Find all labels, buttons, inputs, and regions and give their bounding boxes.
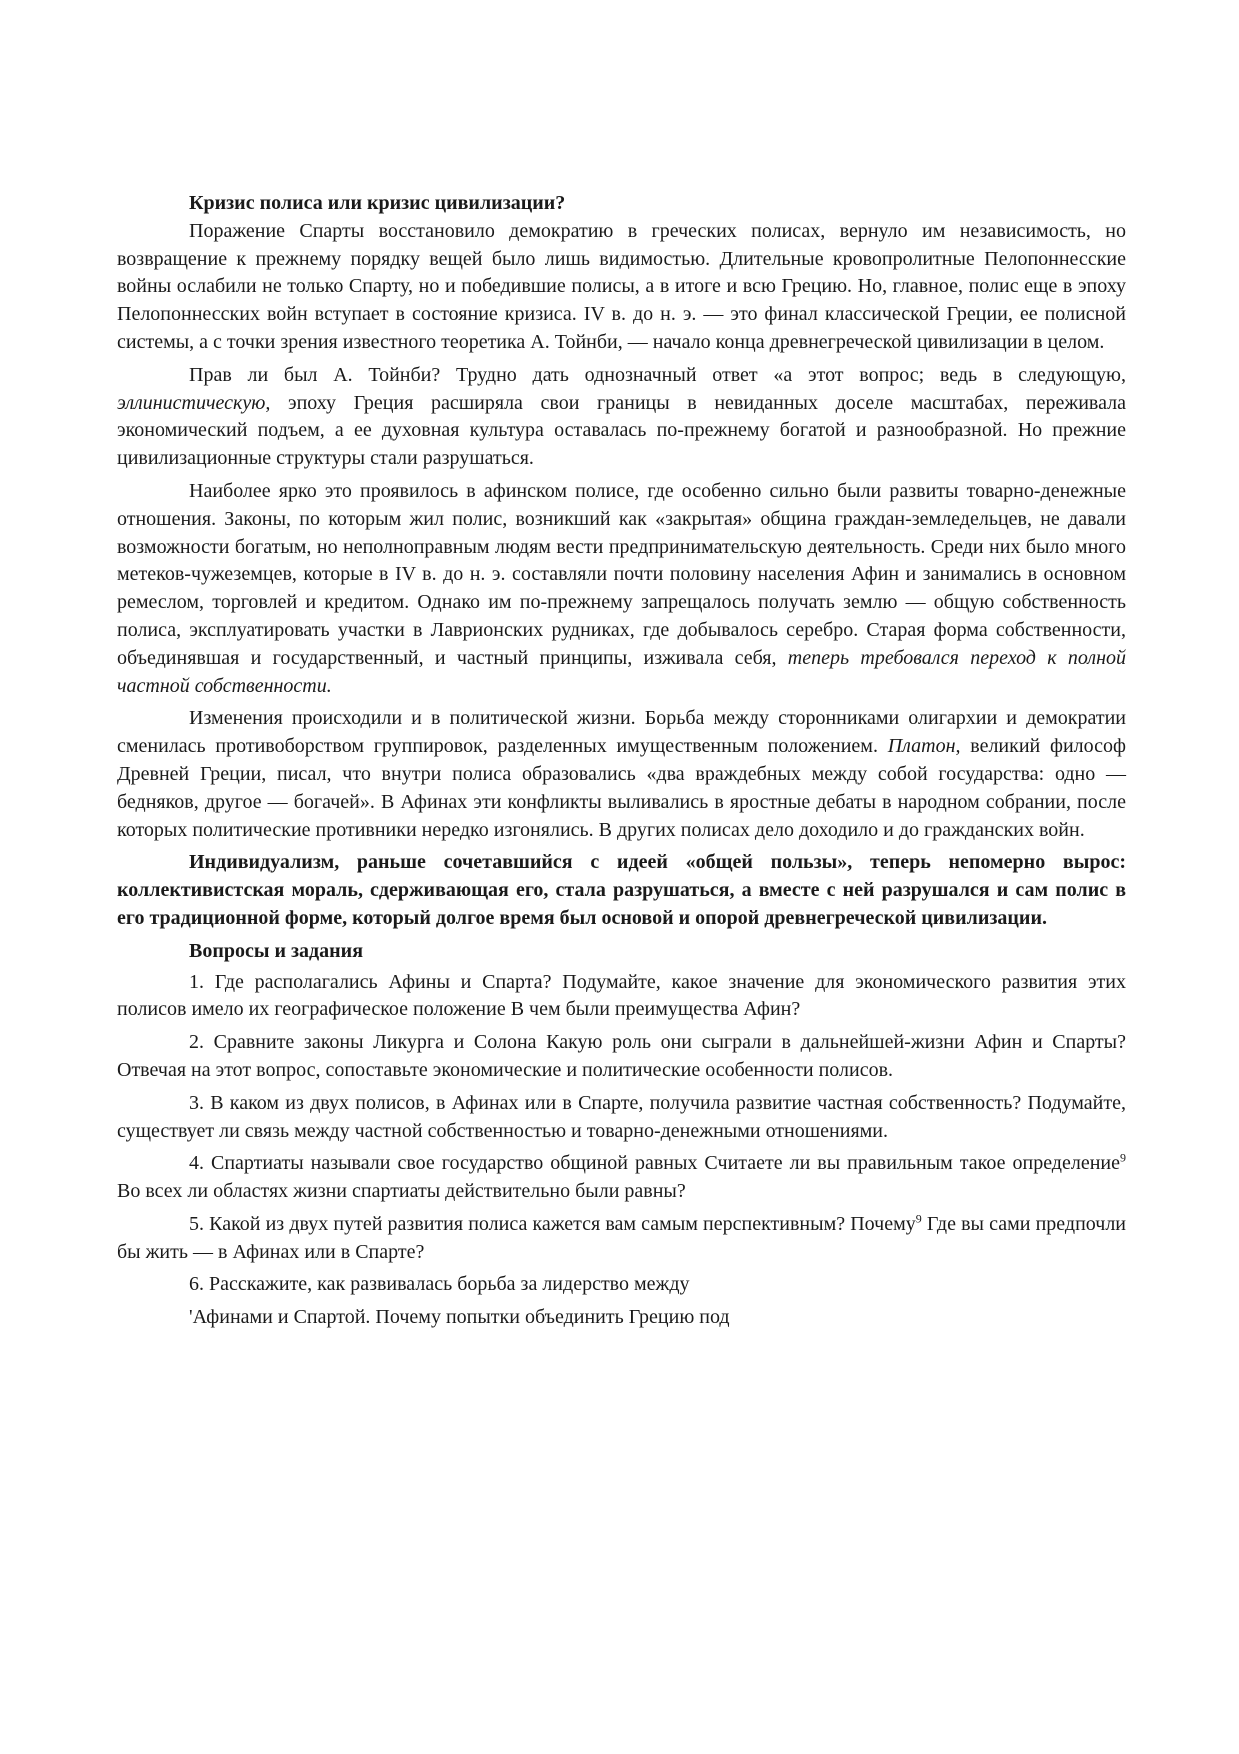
paragraph-4 <box>117 705 1126 844</box>
question-2: 2. Сравните законы Ликурга и Солона Какую роль они сыграли в дальнейшей-жизни Афин и Спарты? Отвечая на этот вопрос, сопоставьте экономические и политические особенности полисов. <box>117 1031 1126 1081</box>
question-5-superscript: 9 <box>915 1211 922 1226</box>
question-1: 1. Где располагались Афины и Спарта? Подумайте, какое значение для экономического развития этих полисов имело их географическое положение В чем были преимущества Афин? <box>117 970 1126 1021</box>
paragraph-2 <box>117 362 1126 473</box>
question-5 <box>117 1211 1126 1267</box>
paragraph-4-text-b: великий философ Древней Греции, писал, что внутри полиса образовались «два враждебных между собой государства: одно — бедняков, другое — богачей». В Афинах эти конфликты выливались в яростные дебаты в народном собрании, после которых политические противники нередко изгонялись. В других полисах дело доходило и до гражданских войн. <box>117 735 1126 841</box>
question-4-superscript: 9 <box>1120 1150 1126 1165</box>
question-6: 6. Расскажите, как развивалась борьба за лидерство между <box>189 1273 690 1296</box>
paragraph-2-text-b: эпоху Греция расширяла свои границы в невиданных доселе масштабах, переживала экономический подъем, а ее духовная культура оставалась по-прежнему богатой и разнообразной. Но прежние цивилизационные структуры стали разрушаться. <box>117 391 1126 470</box>
question-3: 3. В каком из двух полисов, в Афинах или в Спарте, получила развитие частная собственность? Подумайте, существует ли связь между частной собственностью и товарно-денежными отношениями. <box>117 1091 1126 1142</box>
question-6-continuation: 'Афинами и Спартой. Почему попытки объединить Грецию под <box>189 1306 730 1329</box>
paragraph-3-text: Наиболее ярко это проявилось в афинском полисе, где особенно сильно были развиты товарно-денежные отношения. Законы, по которым жил полис, возникший как «закрытая» община граждан-земледельцев, не давали возможности богатым, но неполноправным людям вести предпринимательскую деятельность. Среди них было много метеков-чужеземцев, которые в IV в. до н. э. составляли почти половину населения Афин и занимались в основном ремеслом, торговлей и кредитом. Однако им по-прежнему запрещалось получать землю — общую собственность полиса, эксплуатировать участки в Лаврионских рудниках, где добывалось серебро. Старая форма собственности, объединявшая и государственный, и частный принципы, изживала себя, <box>117 479 1126 669</box>
paragraph-3 <box>117 478 1126 700</box>
paragraph-4-italic: Платон, <box>887 735 961 758</box>
paragraph-2-text-a: Прав ли был А. Тойнби? Трудно дать однозначный ответ «а этот вопрос; ведь в следующую, <box>189 363 1126 386</box>
paragraph-5-bold-conclusion: Индивидуализм, раньше сочетавшийся с идеей «общей пользы», теперь непомерно вырос: коллективистская мораль, сдерживающая его, стала разрушаться, а вместе с ней разрушался и сам полис в его традиционной форме, который долгое время был основой и опорой древнегреческой цивилизации. <box>117 851 1126 929</box>
paragraph-4-text-a: Изменения происходили и в политической жизни. Борьба между сторонниками олигархии и демократии сменилась противоборством группировок, разделенных имущественным положением. <box>117 707 1126 758</box>
questions-title: Вопросы и задания <box>189 939 364 962</box>
paragraph-1: Поражение Спарты восстановило демократию в греческих полисах, вернуло им независимость, но возвращение к прежнему порядку вещей было лишь видимостью. Длительные кровопролитные Пелопоннесские войны ослабили не только Спарту, но и победившие полисы, а в итоге и всю Грецию. Но, главное, полис еще в эпоху Пелопоннесских войн вступает в состояние кризиса. IV в. до н. э. — это финал классической Греции, ее полисной системы, а с точки зрения известного теоретика А. Тойнби, — начало конца древнегреческой цивилизации в целом. <box>117 219 1126 353</box>
question-5-text-b: Где вы сами предпочли бы жить — в Афинах или в Спарте? <box>117 1212 1126 1263</box>
question-5-text-a: 5. Какой из двух путей развития полиса кажется вам самым перспективным? Почему <box>189 1212 916 1235</box>
question-4-text-a: 4. Спартиаты называли свое государство общиной равных Считаете ли вы правильным такое определение <box>189 1152 1120 1175</box>
paragraph-3-italic: теперь требовался переход к полной частной собственности. <box>117 646 1126 697</box>
question-4 <box>117 1150 1126 1206</box>
section-heading: Кризис полиса или кризис цивилизации? <box>189 192 566 214</box>
document-page <box>117 190 1126 1337</box>
question-4-text-b: Во всех ли областях жизни спартиаты действительно были равны? <box>117 1180 686 1203</box>
paragraph-2-italic: эллинистическую, <box>117 391 271 414</box>
